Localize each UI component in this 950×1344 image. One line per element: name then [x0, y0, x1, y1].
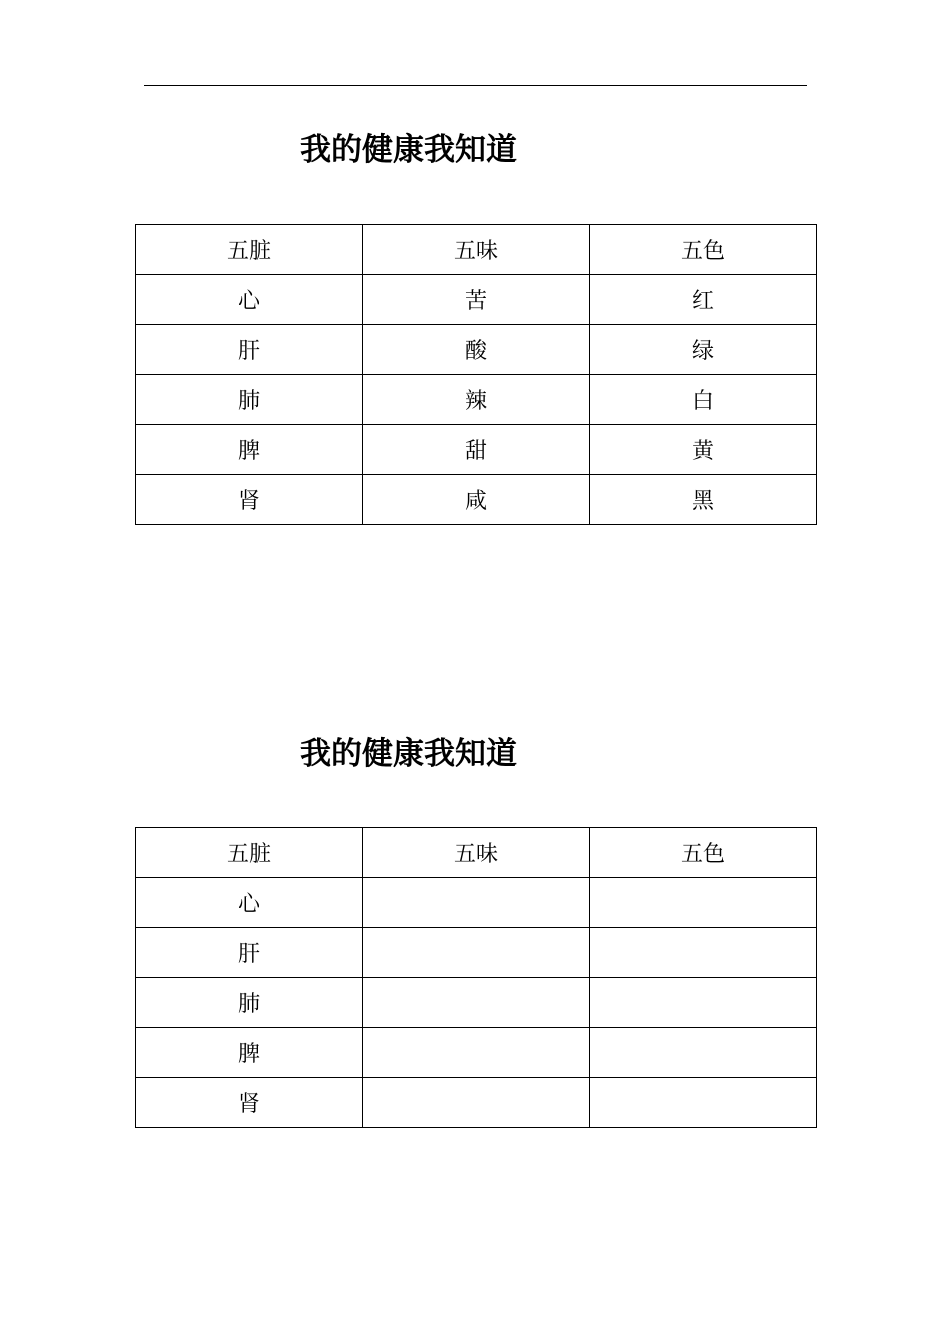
- organ-cell: 肾: [136, 475, 363, 525]
- table-header-row: [136, 828, 817, 878]
- table-row: [136, 928, 817, 978]
- section-title: 我的健康我知道: [300, 736, 517, 772]
- taste-cell: 甜: [363, 425, 590, 475]
- color-cell: 黑: [590, 475, 817, 525]
- taste-cell: 苦: [363, 275, 590, 325]
- header-colors: 五色: [590, 225, 817, 275]
- table-row: [136, 375, 817, 425]
- table-row: [136, 978, 817, 1028]
- header-organs: 五脏: [136, 828, 363, 878]
- header-tastes: 五味: [363, 828, 590, 878]
- table-row: [136, 1028, 817, 1078]
- organ-cell: 肝: [136, 325, 363, 375]
- color-blank-cell: [590, 978, 817, 1028]
- taste-cell: 辣: [363, 375, 590, 425]
- organ-cell: 肾: [136, 1078, 363, 1128]
- organ-cell: 肺: [136, 375, 363, 425]
- organ-cell: 脾: [136, 1028, 363, 1078]
- taste-blank-cell: [363, 878, 590, 928]
- taste-cell: 咸: [363, 475, 590, 525]
- color-blank-cell: [590, 1028, 817, 1078]
- table-row: [136, 475, 817, 525]
- header-tastes: 五味: [363, 225, 590, 275]
- section-title: 我的健康我知道: [300, 132, 517, 168]
- five-elements-table-worksheet: [135, 827, 817, 1128]
- table-row: [136, 275, 817, 325]
- color-blank-cell: [590, 1078, 817, 1128]
- color-cell: 绿: [590, 325, 817, 375]
- color-cell: 红: [590, 275, 817, 325]
- organ-cell: 脾: [136, 425, 363, 475]
- organ-cell: 肝: [136, 928, 363, 978]
- organ-cell: 心: [136, 878, 363, 928]
- header-colors: 五色: [590, 828, 817, 878]
- color-cell: 白: [590, 375, 817, 425]
- taste-cell: 酸: [363, 325, 590, 375]
- organ-cell: 心: [136, 275, 363, 325]
- taste-blank-cell: [363, 1028, 590, 1078]
- header-rule: [144, 85, 807, 86]
- color-blank-cell: [590, 928, 817, 978]
- table-header-row: [136, 225, 817, 275]
- color-blank-cell: [590, 878, 817, 928]
- taste-blank-cell: [363, 1078, 590, 1128]
- taste-blank-cell: [363, 928, 590, 978]
- table-row: [136, 325, 817, 375]
- color-cell: 黄: [590, 425, 817, 475]
- table-row: [136, 1078, 817, 1128]
- five-elements-table-answer: [135, 224, 817, 525]
- taste-blank-cell: [363, 978, 590, 1028]
- table-row: [136, 878, 817, 928]
- header-organs: 五脏: [136, 225, 363, 275]
- table-row: [136, 425, 817, 475]
- organ-cell: 肺: [136, 978, 363, 1028]
